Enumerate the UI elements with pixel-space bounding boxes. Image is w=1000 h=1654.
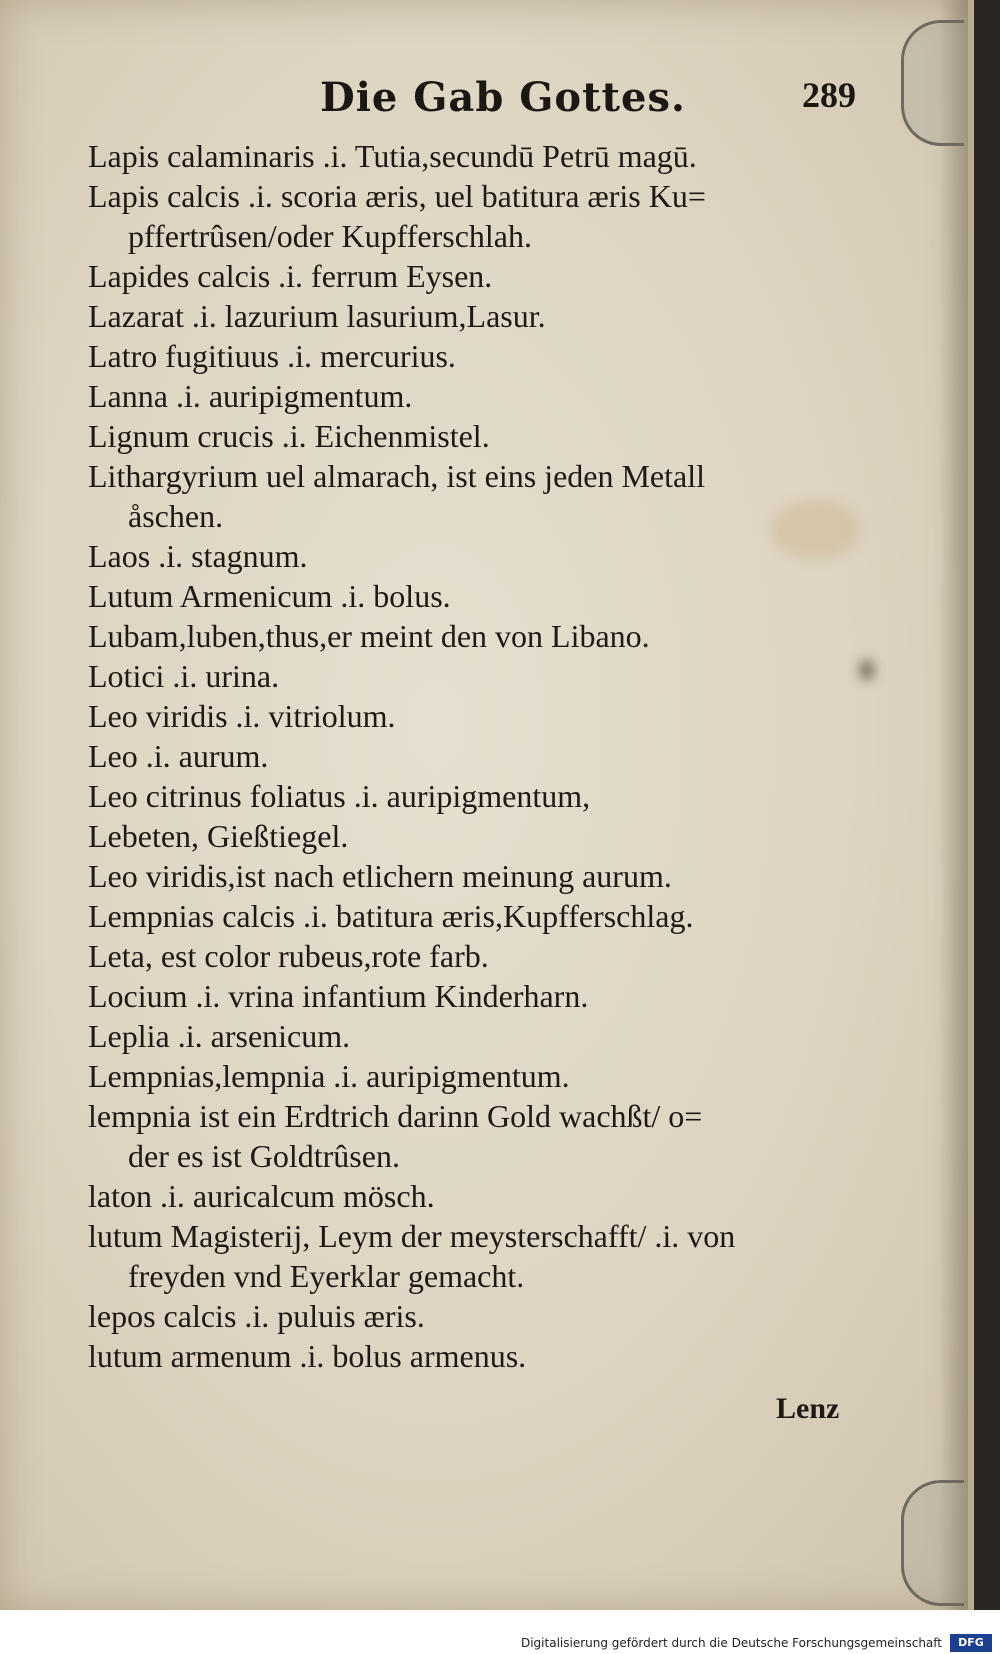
glossary-entry: Lapides calcis .i. ferrum Eysen. [88, 258, 493, 294]
binding-clip-bottom [901, 1480, 964, 1606]
glossary-entry-continuation: der es ist Goldtrûsen. [128, 1138, 400, 1174]
glossary-entry: Latro fugitiuus .i. mercurius. [88, 338, 456, 374]
glossary-entry: Lebeten, Gießtiegel. [88, 818, 349, 854]
glossary-entry: Leta, est color rubeus,rote farb. [88, 938, 489, 974]
glossary-entry: lempnia ist ein Erdtrich darinn Gold wachßt/ o= [88, 1098, 703, 1134]
running-title: Die Gab Gottes. [320, 74, 686, 121]
glossary-entry-continuation: pffertrûsen/oder Kupfferschlah. [128, 218, 532, 254]
page-number: 289 [802, 75, 856, 115]
glossary-entry: Lapis calaminaris .i. Tutia,secundū Petrū magū. [88, 138, 697, 174]
glossary-entry: Lignum crucis .i. Eichenmistel. [88, 418, 490, 454]
dfg-logo: DFG [950, 1634, 992, 1652]
glossary-entry: lepos calcis .i. puluis æris. [88, 1298, 425, 1334]
glossary-entries [88, 136, 888, 1376]
binding-clip-top [901, 20, 964, 146]
catchword: Lenz [776, 1392, 840, 1425]
glossary-entry: Laos .i. stagnum. [88, 538, 308, 574]
glossary-entry: Lanna .i. auripigmentum. [88, 378, 413, 414]
funding-credit: Digitalisierung gefördert durch die Deutsche Forschungsgemeinschaft [520, 1636, 942, 1650]
glossary-entry: lutum Magisterij, Leym der meysterschafft/ .i. von [88, 1218, 736, 1254]
glossary-entry: lutum armenum .i. bolus armenus. [88, 1338, 527, 1374]
glossary-entry: Lubam,luben,thus,er meint den von Libano. [88, 618, 650, 654]
glossary-entry: Leo .i. aurum. [88, 738, 269, 774]
glossary-entry-continuation: Lapis calcis .i. scoria æris, uel batitura æris Ku= [88, 178, 706, 214]
page-header [0, 74, 880, 124]
page-edge-shadow [938, 0, 968, 1610]
glossary-entry: Lazarat .i. lazurium lasurium,Lasur. [88, 298, 546, 334]
glossary-entry-continuation: freyden vnd Eyerklar gemacht. [128, 1258, 525, 1294]
glossary-entry: Leo viridis,ist nach etlichern meinung aurum. [88, 858, 672, 894]
glossary-entry: Lotici .i. urina. [88, 658, 280, 694]
glossary-entry: Leo viridis .i. vitriolum. [88, 698, 396, 734]
glossary-entry-continuation: åschen. [128, 498, 224, 534]
glossary-entry: Lempnias calcis .i. batitura æris,Kupfferschlag. [88, 898, 694, 934]
glossary-entry: laton .i. auricalcum mösch. [88, 1178, 435, 1214]
glossary-entry: Leo citrinus foliatus .i. auripigmentum, [88, 778, 591, 814]
digitization-footer [0, 1610, 1000, 1654]
glossary-entry: Leplia .i. arsenicum. [88, 1018, 351, 1054]
glossary-entry: Locium .i. vrina infantium Kinderharn. [88, 978, 589, 1014]
glossary-entry: Lempnias,lempnia .i. auripigmentum. [88, 1058, 570, 1094]
glossary-entry: Lutum Armenicum .i. bolus. [88, 578, 451, 614]
glossary-entry: Lithargyrium uel almarach, ist eins jeden Metall [88, 458, 705, 494]
